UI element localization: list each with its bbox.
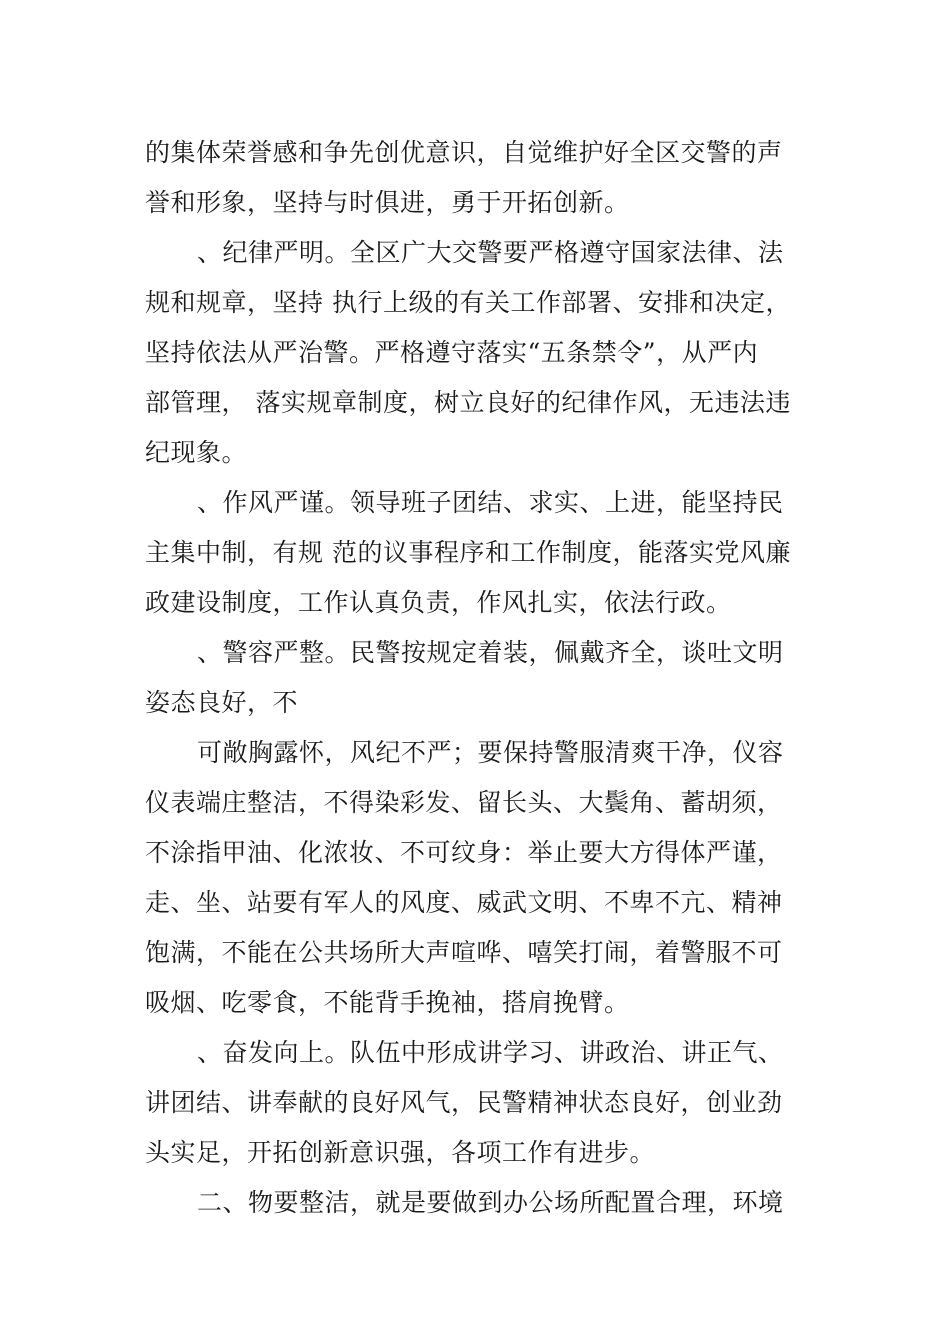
text-line: 头实足，开拓创新意识强，各项工作有进步。	[145, 1138, 656, 1167]
paragraph-discipline: 、纪律严明。全区广大交警要严格遵守国家法律、法	[197, 238, 784, 267]
paragraph-progress: 、奋发向上。队伍中形成讲学习、讲政治、讲正气、	[197, 1038, 784, 1067]
paragraph-appearance-cont: 可敞胸露怀，风纪不严；要保持警服清爽干净，仪容	[197, 738, 784, 767]
text-line: 主集中制，有规 范的议事程序和工作制度，能落实党风廉	[145, 538, 791, 567]
body-text	[145, 128, 815, 1228]
text-line: 政建设制度，工作认真负责，作风扎实，依法行政。	[145, 588, 732, 617]
text-line: 仪表端庄整洁，不得染彩发、留长头、大鬓角、蓄胡须，	[145, 788, 783, 817]
text-line: 部管理， 落实规章制度，树立良好的纪律作风，无违法违	[145, 388, 791, 417]
text-line: 坚持依法从严治警。严格遵守落实“五条禁令”，从严内	[145, 338, 759, 367]
text-line: 誉和形象，坚持与时俱进，勇于开拓创新。	[145, 188, 630, 217]
text-line: 饱满，不能在公共场所大声喧哗、嘻笑打闹，着警服不可	[145, 938, 783, 967]
text-line: 规和规章，坚持 执行上级的有关工作部署、安排和决定，	[145, 288, 791, 317]
text-line: 纪现象。	[145, 438, 248, 467]
text-line: 的集体荣誉感和争先创优意识，自觉维护好全区交警的声	[145, 138, 783, 167]
paragraph-appearance: 、警容严整。民警按规定着装，佩戴齐全，谈吐文明	[197, 638, 784, 667]
text-line: 讲团结、讲奉献的良好风气，民警精神状态良好，创业劲	[145, 1088, 783, 1117]
section-heading-tidy: 二、物要整洁，就是要做到办公场所配置合理，环境	[197, 1188, 784, 1217]
paragraph-work-style: 、作风严谨。领导班子团结、求实、上进，能坚持民	[197, 488, 784, 517]
text-line: 吸烟、吃零食，不能背手挽袖，搭肩挽臂。	[145, 988, 630, 1017]
text-line: 姿态良好，不	[145, 688, 299, 717]
text-line: 走、坐、站要有军人的风度、威武文明、不卑不亢、精神	[145, 888, 783, 917]
text-line: 不涂指甲油、化浓妆、不可纹身：举止要大方得体严谨，	[145, 838, 783, 867]
